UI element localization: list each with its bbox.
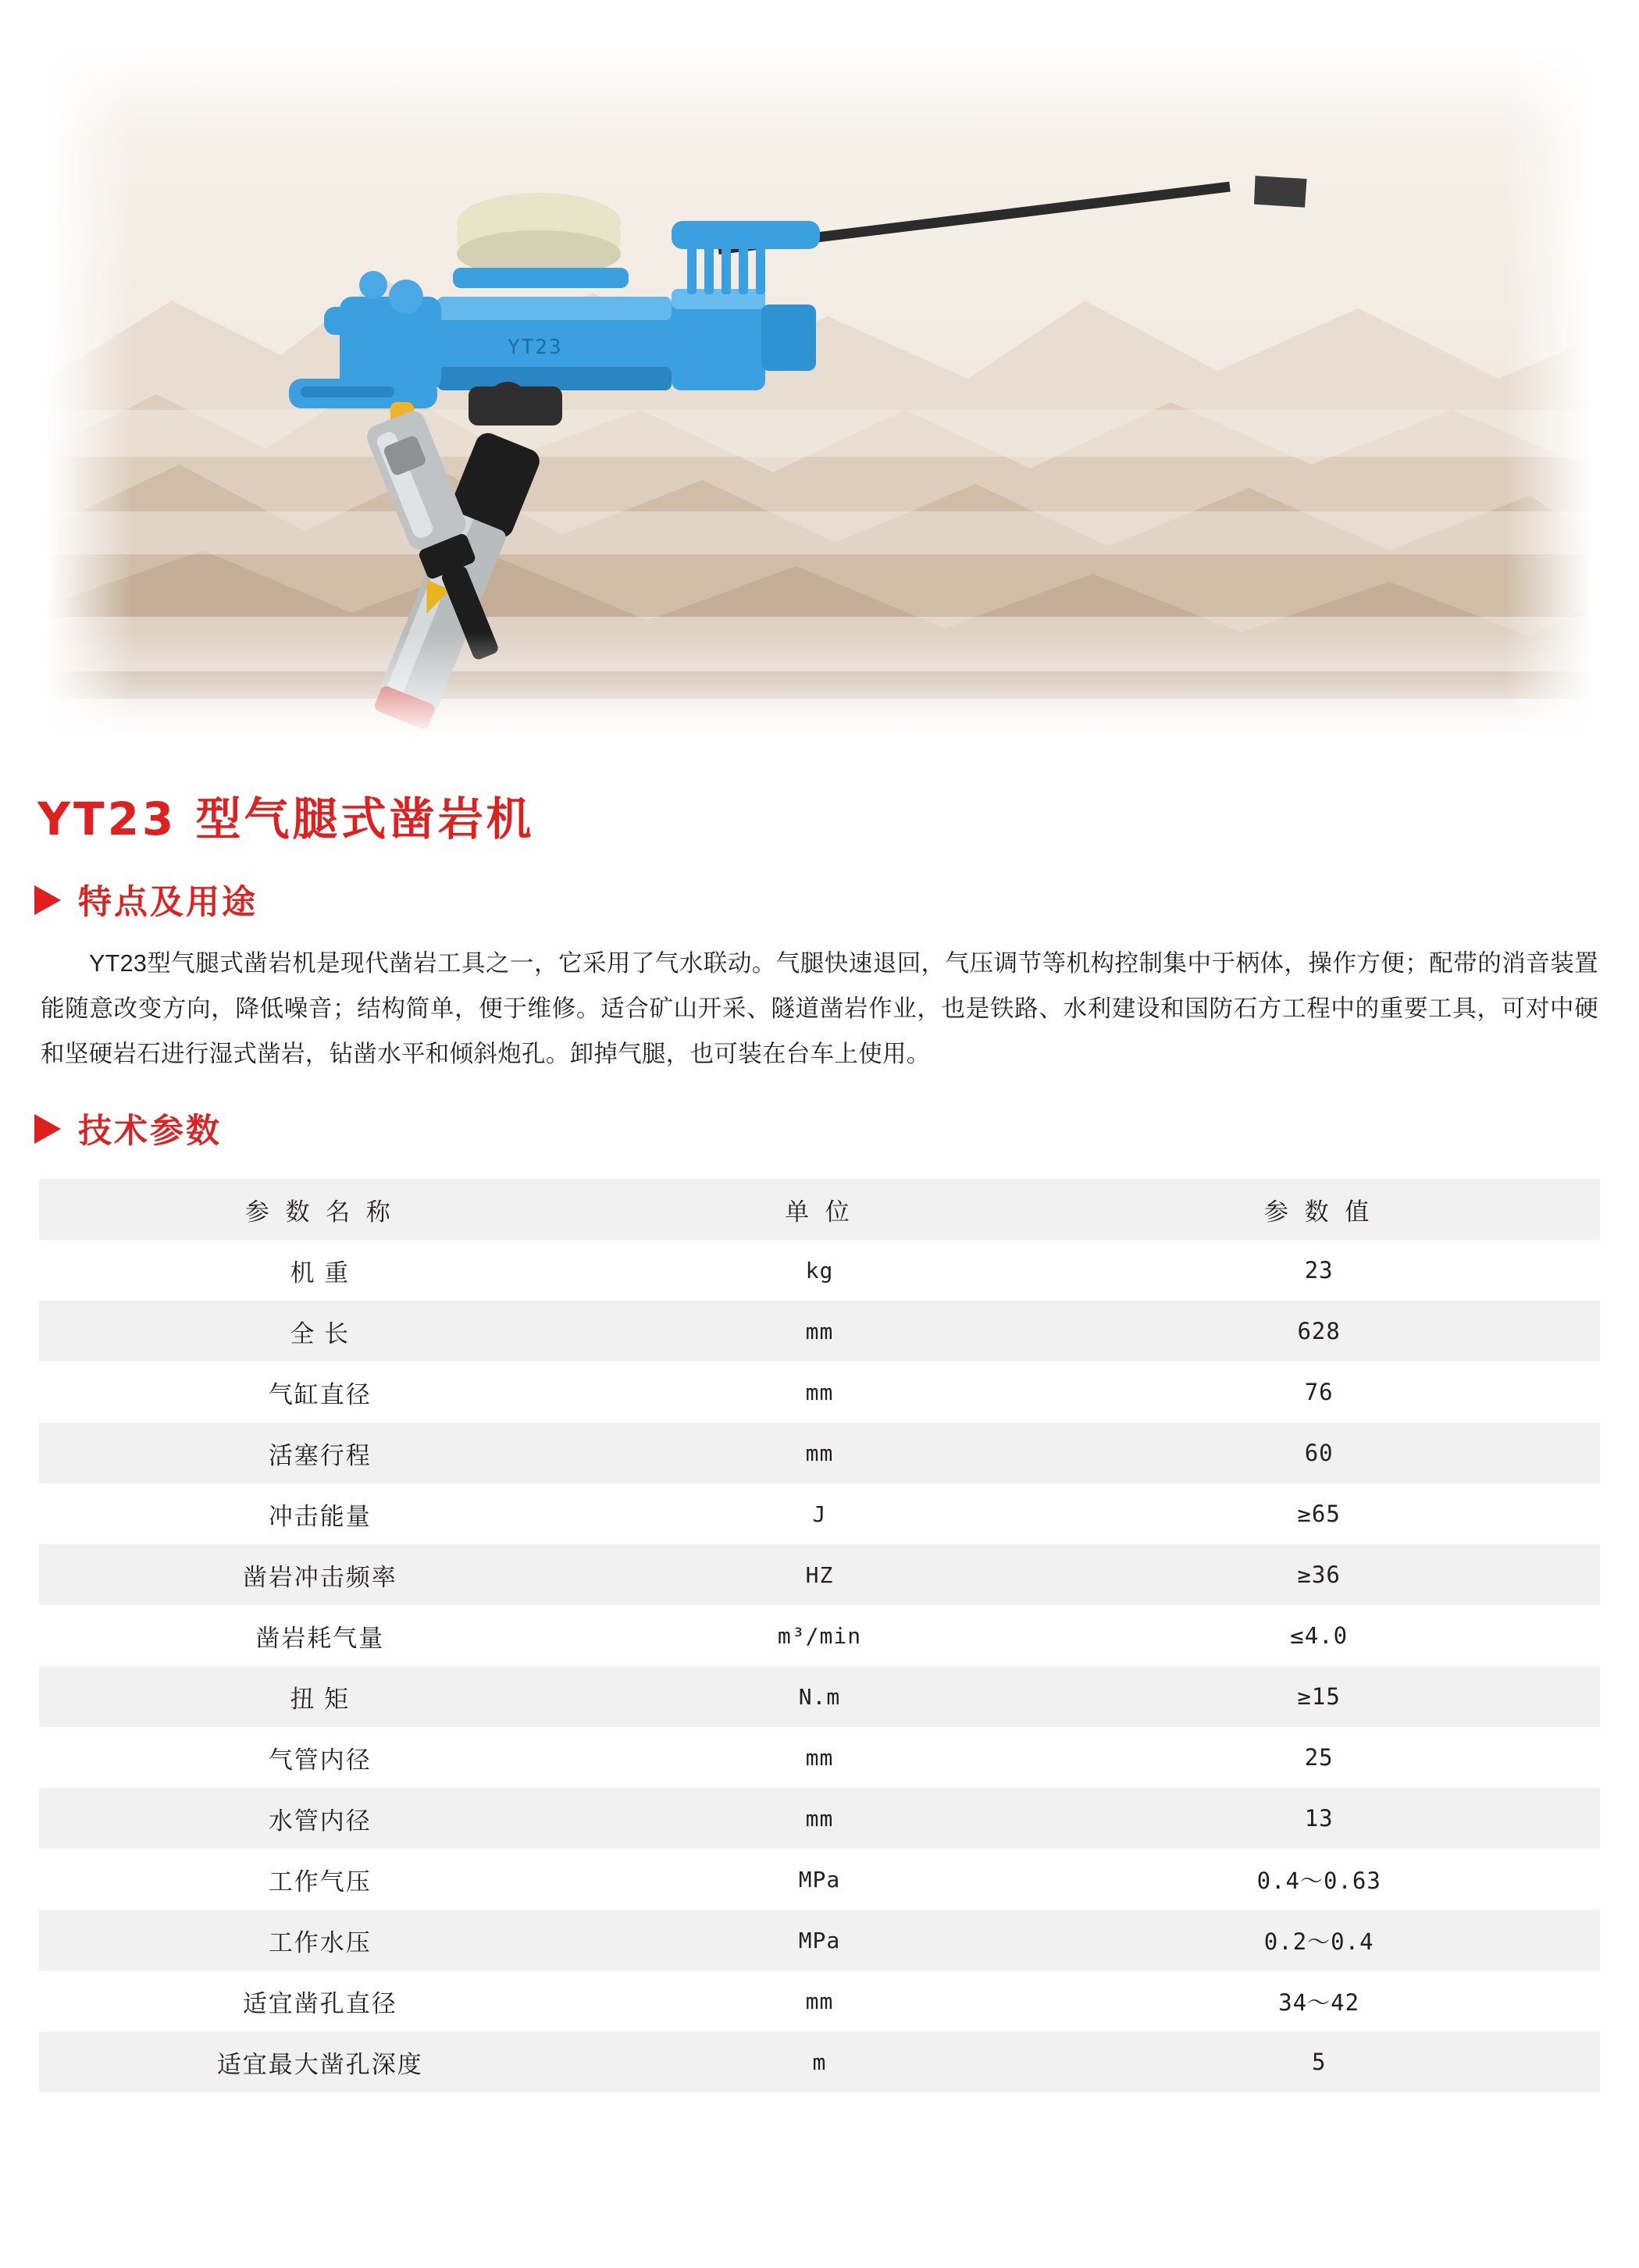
section-title-specs: 技术参数 <box>78 1113 222 1150</box>
spec-name: 冲击能量 <box>268 1502 372 1530</box>
spec-name: 气缸直径 <box>268 1380 372 1408</box>
table-row <box>39 2031 1600 2092</box>
table-row <box>39 1666 1600 1727</box>
spec-value: 13 <box>1304 1805 1334 1832</box>
spec-name: 机 重 <box>290 1259 351 1287</box>
table-row <box>39 1362 1600 1422</box>
spec-value: 0.4～0.63 <box>1256 1867 1381 1894</box>
page-title: YT23 型气腿式凿岩机 <box>37 792 535 846</box>
spec-name: 活塞行程 <box>268 1441 372 1469</box>
section-heading-features <box>34 876 1639 924</box>
column-header-value: 参 数 值 <box>1264 1198 1374 1226</box>
spec-unit: mm <box>805 1318 834 1344</box>
hero-fade-top <box>47 43 1592 137</box>
table-row <box>39 1727 1600 1788</box>
spec-name: 水管内径 <box>268 1807 372 1835</box>
table-header-row <box>39 1179 1600 1240</box>
table-row <box>39 1422 1600 1483</box>
hero-fade-left <box>47 43 133 749</box>
triangle-right-icon <box>34 1114 61 1144</box>
spec-value: 60 <box>1304 1440 1334 1466</box>
hero-fade-bottom <box>47 632 1592 749</box>
intro-paragraph <box>41 941 1598 1077</box>
spec-name: 全 长 <box>290 1319 351 1348</box>
spec-name: 工作气压 <box>268 1867 372 1896</box>
intro-paragraph-text: YT23型气腿式凿岩机是现代凿岩工具之一，它采用了气水联动。气腿快速退回，气压调节等机构控制集中于柄体，操作方便；配带的消音装置能随意改变方向，降低噪音；结构简单，便于维修。适合矿山开采、隧道凿岩作业，也是铁路、水利建设和国防石方工程中的重要工具，可对中硬和坚硬岩石进行湿式凿岩，钻凿水平和倾斜炮孔。卸掉气腿，也可装在台车上使用。 <box>41 950 1598 1067</box>
spec-unit: mm <box>805 1440 834 1466</box>
spec-value: 5 <box>1311 2049 1327 2075</box>
spec-unit: N.m <box>798 1683 841 1710</box>
spec-value: 628 <box>1297 1318 1341 1344</box>
spec-unit: MPa <box>798 1866 841 1892</box>
specifications-table <box>39 1179 1600 2092</box>
spec-unit: mm <box>805 1805 834 1832</box>
spec-name: 工作水压 <box>268 1928 372 1956</box>
spec-unit: mm <box>805 1988 834 2014</box>
spec-unit: mm <box>805 1744 834 1771</box>
section-title-features: 特点及用途 <box>78 884 258 921</box>
table-row <box>39 1544 1600 1605</box>
table-row <box>39 1301 1600 1362</box>
table-row <box>39 1849 1600 1910</box>
spec-value: ≥15 <box>1297 1683 1341 1710</box>
table-row <box>39 1240 1600 1301</box>
spec-value: ≥36 <box>1297 1561 1341 1588</box>
spec-unit: J <box>812 1501 827 1527</box>
spec-unit: m <box>812 2049 827 2075</box>
hero-image <box>47 43 1592 749</box>
spec-unit: MPa <box>798 1927 841 1953</box>
spec-name: 凿岩冲击频率 <box>242 1563 397 1591</box>
svg-text:YT23: YT23 <box>508 336 563 359</box>
column-header-unit: 单 位 <box>785 1198 854 1226</box>
spec-name: 适宜最大凿孔深度 <box>216 2050 423 2078</box>
spec-unit: m³/min <box>777 1622 862 1649</box>
spec-unit: kg <box>805 1257 834 1284</box>
column-header-name: 参 数 名 称 <box>244 1198 395 1226</box>
section-heading-specs <box>34 1105 1639 1152</box>
spec-value: 25 <box>1304 1744 1334 1771</box>
spec-name: 气管内径 <box>268 1746 372 1774</box>
spec-value: 23 <box>1304 1257 1334 1284</box>
spec-unit: mm <box>805 1379 834 1405</box>
spec-value: 0.2～0.4 <box>1263 1928 1374 1955</box>
spec-value: 76 <box>1304 1379 1334 1405</box>
table-row <box>39 1788 1600 1849</box>
hero-fade-right <box>1506 43 1592 749</box>
spec-value: ≤4.0 <box>1290 1622 1349 1649</box>
table-row <box>39 1605 1600 1666</box>
spec-name: 凿岩耗气量 <box>255 1624 385 1652</box>
spec-name: 扭 矩 <box>290 1685 351 1713</box>
spec-unit: HZ <box>805 1561 834 1588</box>
spec-name: 适宜凿孔直径 <box>242 1989 397 2017</box>
table-row <box>39 1910 1600 1971</box>
spec-value: ≥65 <box>1297 1501 1341 1527</box>
spec-value: 34～42 <box>1278 1989 1360 2016</box>
table-row <box>39 1971 1600 2031</box>
triangle-right-icon <box>34 885 61 915</box>
table-row <box>39 1483 1600 1544</box>
